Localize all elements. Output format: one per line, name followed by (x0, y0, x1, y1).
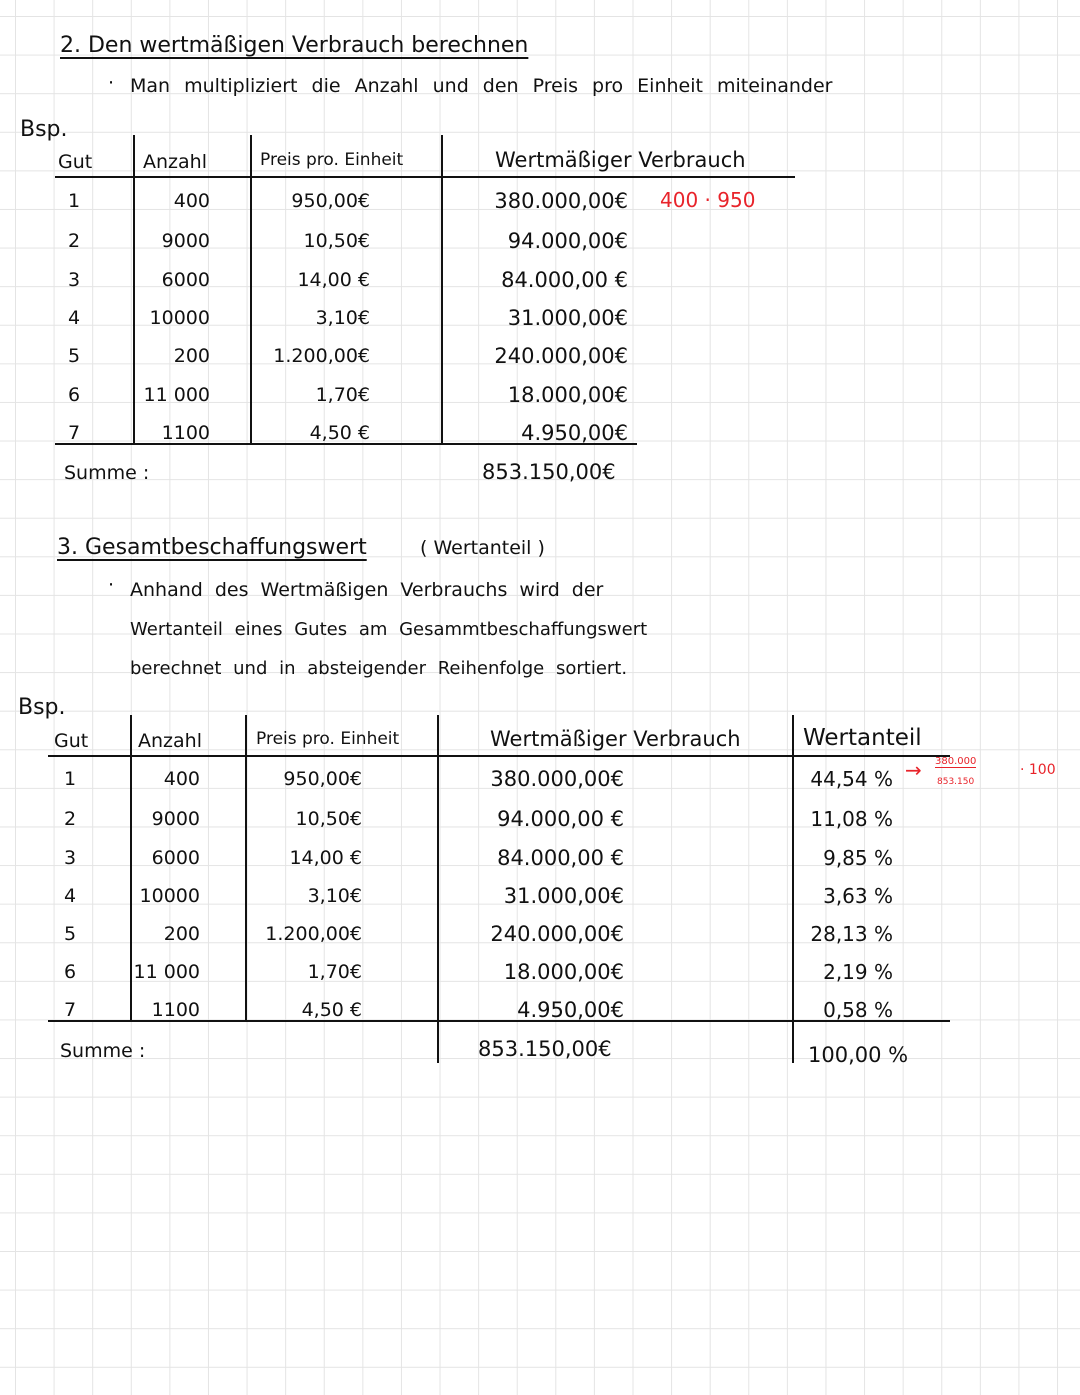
cell-anzahl: 10000 (139, 885, 200, 907)
cell-gut: 6 (64, 961, 77, 983)
cell-wertanteil: 3,63 % (823, 884, 893, 908)
header-gut: Gut (58, 151, 93, 173)
section2-bullet: Man multipliziert die Anzahl und den Preis pro Einheit miteinander (130, 75, 833, 97)
sum-value: 853.150,00€ (482, 460, 616, 484)
cell-gut: 3 (68, 269, 81, 291)
sum-label: Summe : (60, 1040, 146, 1062)
cell-wertanteil: 44,54 % (810, 767, 893, 791)
example-label: Bsp. (18, 695, 66, 720)
cell-preis: 950,00€ (291, 190, 370, 212)
cell-preis: 3,10€ (315, 307, 370, 329)
cell-preis: 3,10€ (307, 885, 362, 907)
annotation-numerator: 380.000 (935, 756, 977, 767)
cell-anzahl: 1100 (161, 422, 210, 444)
cell-anzahl: 6000 (161, 269, 210, 291)
cell-wert: 18.000,00€ (507, 383, 628, 407)
bullet-dot: · (108, 72, 115, 94)
cell-gut: 7 (68, 422, 81, 444)
arrow-icon: → (905, 758, 922, 782)
cell-preis: 4,50 € (301, 999, 362, 1021)
cell-anzahl: 10000 (149, 307, 210, 329)
cell-anzahl: 6000 (151, 847, 200, 869)
cell-wert: 84.000,00 € (501, 268, 628, 292)
section3-title: 3. Gesamtbeschaffungswert (57, 535, 367, 560)
annotation-factor: · 100 (1020, 762, 1056, 778)
header-anzahl: Anzahl (143, 151, 207, 173)
calc-annotation: 400 · 950 (660, 188, 756, 212)
cell-preis: 1,70€ (307, 961, 362, 983)
header-wertanteil: Wertanteil (803, 725, 922, 751)
cell-anzahl: 400 (173, 190, 210, 212)
cell-gut: 7 (64, 999, 77, 1021)
cell-wert: 94.000,00€ (507, 229, 628, 253)
section3-line-3: berechnet und in absteigender Reihenfolge sortiert. (130, 658, 628, 679)
cell-gut: 4 (64, 885, 77, 907)
cell-anzahl: 9000 (151, 808, 200, 830)
cell-gut: 5 (68, 345, 81, 367)
cell-preis: 950,00€ (283, 768, 362, 790)
cell-wertanteil: 9,85 % (823, 846, 893, 870)
cell-preis: 14,00 € (297, 269, 370, 291)
header-wert: Wertmäßiger Verbrauch (490, 727, 741, 751)
cell-gut: 4 (68, 307, 81, 329)
cell-gut: 3 (64, 847, 77, 869)
cell-wert: 240.000,00€ (494, 344, 628, 368)
cell-wertanteil: 11,08 % (810, 807, 893, 831)
cell-gut: 5 (64, 923, 77, 945)
cell-gut: 2 (68, 230, 81, 252)
cell-preis: 14,00 € (289, 847, 362, 869)
cell-gut: 1 (68, 190, 81, 212)
annotation-denominator: 853.150 (937, 777, 975, 787)
cell-preis: 1.200,00€ (265, 923, 362, 945)
cell-wert: 240.000,00€ (490, 922, 624, 946)
cell-preis: 10,50€ (295, 808, 362, 830)
example-label: Bsp. (20, 117, 68, 142)
section3-line-2: Wertanteil eines Gutes am Gesammtbeschaffungswert (130, 619, 648, 640)
cell-wert: 4.950,00€ (521, 421, 628, 445)
sum-value: 853.150,00€ (478, 1037, 612, 1061)
cell-anzahl: 200 (163, 923, 200, 945)
sum-label: Summe : (64, 462, 150, 484)
section2-title: 2. Den wertmäßigen Verbrauch berechnen (60, 33, 529, 58)
cell-wert: 380.000,00€ (490, 767, 624, 791)
cell-wert: 380.000,00€ (494, 189, 628, 213)
cell-wert: 94.000,00 € (497, 807, 624, 831)
cell-preis: 4,50 € (309, 422, 370, 444)
cell-anzahl: 200 (173, 345, 210, 367)
cell-preis: 1,70€ (315, 384, 370, 406)
sum-share: 100,00 % (808, 1043, 909, 1067)
cell-anzahl: 1100 (151, 999, 200, 1021)
cell-gut: 6 (68, 384, 81, 406)
cell-gut: 1 (64, 768, 77, 790)
cell-wertanteil: 0,58 % (823, 998, 893, 1022)
section3-line-1: Anhand des Wertmäßigen Verbrauchs wird der (130, 579, 604, 601)
cell-anzahl: 11 000 (143, 384, 210, 406)
cell-wert: 31.000,00€ (503, 884, 624, 908)
section3-title-note: ( Wertanteil ) (420, 537, 545, 559)
cell-preis: 10,50€ (303, 230, 370, 252)
header-gut: Gut (54, 730, 89, 752)
cell-wert: 4.950,00€ (517, 998, 624, 1022)
header-anzahl: Anzahl (138, 730, 202, 752)
header-preis: Preis pro. Einheit (256, 729, 400, 749)
header-preis: Preis pro. Einheit (260, 150, 404, 170)
cell-wertanteil: 28,13 % (810, 922, 893, 946)
cell-anzahl: 11 000 (133, 961, 200, 983)
cell-wert: 18.000,00€ (503, 960, 624, 984)
cell-gut: 2 (64, 808, 77, 830)
cell-anzahl: 400 (163, 768, 200, 790)
header-wert: Wertmäßiger Verbrauch (495, 148, 746, 172)
cell-wert: 31.000,00€ (507, 306, 628, 330)
cell-preis: 1.200,00€ (273, 345, 370, 367)
cell-wertanteil: 2,19 % (823, 960, 893, 984)
cell-wert: 84.000,00 € (497, 846, 624, 870)
cell-anzahl: 9000 (161, 230, 210, 252)
bullet-dot: · (108, 574, 115, 596)
